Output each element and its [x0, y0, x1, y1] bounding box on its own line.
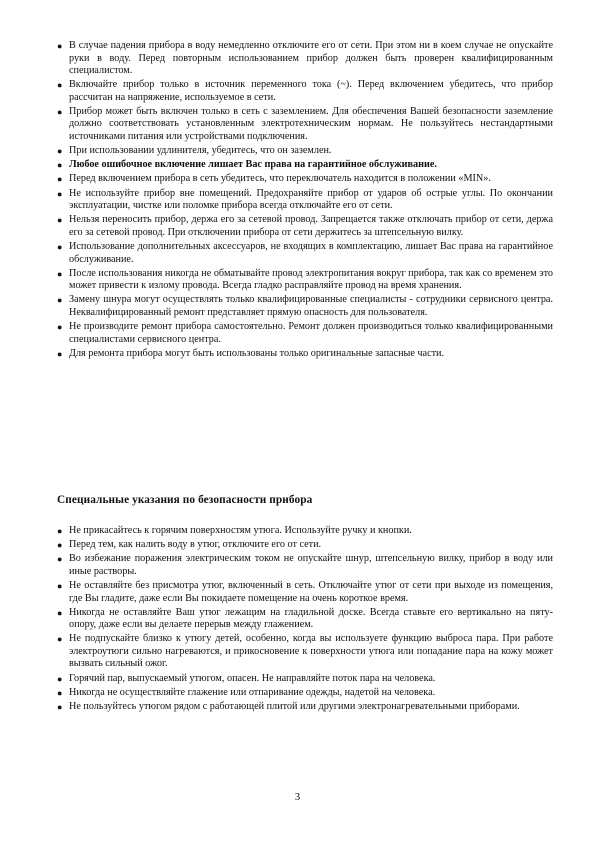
bullet-icon: ● — [57, 348, 63, 359]
bullet-icon: ● — [57, 526, 63, 536]
list-item-text: Перед тем, как налить воду в утюг, отключите его от сети. — [69, 539, 322, 551]
list-item-text: Не используйте прибор вне помещений. Предохраняйте прибор от ударов об острые углы. По окончании эксплуатации, чистке или поломке прибора всегда отключайте его от сети. — [69, 187, 553, 212]
bullet-icon: ● — [57, 295, 63, 306]
bullet-icon: ● — [57, 580, 63, 591]
list-item — [57, 214, 553, 239]
list-item — [57, 525, 553, 538]
list-item — [57, 687, 553, 700]
list-item — [57, 539, 553, 552]
bullet-icon: ● — [57, 607, 63, 618]
list-item — [57, 40, 553, 78]
list-item-text: Нельзя переносить прибор, держа его за сетевой провод. Запрещается также отключать прибор от сети, держа его за сетевой провод. При отключении прибора от сети держитесь за штепсельную вилку. — [69, 214, 553, 238]
bullet-icon: ● — [57, 634, 63, 645]
list-item — [57, 633, 553, 671]
bullet-icon: ● — [57, 673, 63, 684]
list-item-text: Никогда не оставляйте Ваш утюг лежащим на гладильной доске. Всегда ставьте его вертикально на пяту-опору, даже если вы делаете перерыв между глажением. — [69, 606, 553, 631]
list-item — [57, 241, 553, 266]
page-number: 3 — [294, 792, 301, 803]
bullet-icon: ● — [57, 188, 63, 199]
list-item-text: Замену шнура могут осуществлять только квалифицированные специалисты - сотрудники сервисного центра. Неквалифицированный ремонт представляет прямую опасность для пользователя. — [69, 294, 553, 318]
list-item-text: Не прикасайтесь к горячим поверхностям утюга. Используйте ручку и кнопки. — [69, 525, 412, 536]
list-item — [57, 173, 553, 186]
list-item — [57, 553, 553, 578]
list-item-text: Во избежание поражения электрическим током не опускайте шнур, штепсельную вилку, прибор в воду или иные растворы. — [69, 553, 553, 577]
bullet-icon: ● — [57, 80, 63, 91]
list-item — [57, 145, 553, 158]
safety-list-general — [57, 40, 553, 362]
list-item-text: Любое ошибочное включение лишает Вас права на гарантийное обслуживание. — [69, 159, 437, 171]
bullet-icon: ● — [57, 687, 63, 698]
list-item — [57, 79, 553, 104]
list-item — [57, 159, 553, 172]
list-item-text: Горячий пар, выпускаемый утюгом, опасен. Не направляйте поток пара на человека. — [69, 672, 436, 684]
list-item-text: Перед включением прибора в сеть убедитесь, что переключатель находится в положении «MIN». — [69, 173, 491, 185]
list-item — [57, 106, 553, 144]
list-item-text: Никогда не осуществляйте глажение или отпаривание одежды, надетой на человека. — [69, 686, 436, 698]
list-item — [57, 294, 553, 319]
list-item-text: Не оставляйте без присмотра утюг, включенный в сеть. Отключайте утюг от сети при выходе из помещения, где Вы гладите, даже если Вы покидаете помещение на очень короткое время. — [69, 579, 553, 604]
list-item-text: В случае падения прибора в воду немедленно отключите его от сети. При этом ни в коем случае не опускайте руки в воду. Перед повторным использованием прибор должен быть проверен квалифицированным специалистом. — [69, 40, 553, 77]
bullet-icon: ● — [57, 241, 63, 252]
bullet-icon: ● — [57, 146, 63, 157]
list-item-text: Прибор может быть включен только в сеть с заземлением. Для обеспечения Вашей безопасности заземление должно соответствовать установленным электротехническим нормам. Не пользуйтесь нестандартными источниками питания или устройствами подключения. — [69, 105, 553, 143]
list-item — [57, 188, 553, 213]
list-item-text: Не производите ремонт прибора самостоятельно. Ремонт должен производиться только квалифицированными специалистами сервисного центра. — [69, 321, 553, 345]
list-item-text: При использовании удлинителя, убедитесь, что он заземлен. — [69, 145, 332, 157]
list-item-text: Для ремонта прибора могут быть использованы только оригинальные запасные части. — [69, 347, 445, 359]
bullet-icon: ● — [57, 268, 63, 279]
bullet-icon: ● — [57, 215, 63, 226]
list-item-text: Использование дополнительных аксессуаров, не входящих в комплектацию, лишает Вас права на гарантийное обслуживание. — [69, 240, 553, 265]
list-item — [57, 268, 553, 293]
bullet-icon: ● — [57, 322, 63, 333]
list-item-text: Не подпускайте близко к утюгу детей, особенно, когда вы используете функцию выброса пара. При работе электроутюги сильно нагреваются, и прикосновение к поверхности утюга или попадание пара на кожу может вызвать сильный ожог. — [69, 633, 553, 670]
bullet-icon: ● — [57, 701, 63, 712]
safety-list-iron — [57, 525, 553, 715]
list-item-text: Включайте прибор только в источник переменного тока (~). Перед включением убедитесь, что прибор рассчитан на напряжение, используемое в сети. — [69, 79, 553, 103]
section-heading: Специальные указания по безопасности прибора — [57, 494, 313, 506]
bullet-icon: ● — [57, 41, 63, 51]
list-item-text: После использования никогда не обматывайте провод электропитания вокруг прибора, так как со временем это может привести к излому провода. Всегда гладко расправляйте провод на время хранения. — [69, 267, 553, 292]
bullet-icon: ● — [57, 174, 63, 185]
bullet-icon: ● — [57, 540, 63, 551]
list-item — [57, 580, 553, 605]
list-item — [57, 348, 553, 361]
list-item — [57, 701, 553, 714]
list-item-text: Не пользуйтесь утюгом рядом с работающей плитой или другими электронагревательными приборами. — [69, 700, 520, 712]
bullet-icon: ● — [57, 106, 63, 117]
bullet-icon: ● — [57, 160, 63, 171]
bullet-icon: ● — [57, 554, 63, 565]
list-item — [57, 321, 553, 346]
list-item — [57, 607, 553, 632]
list-item — [57, 673, 553, 686]
